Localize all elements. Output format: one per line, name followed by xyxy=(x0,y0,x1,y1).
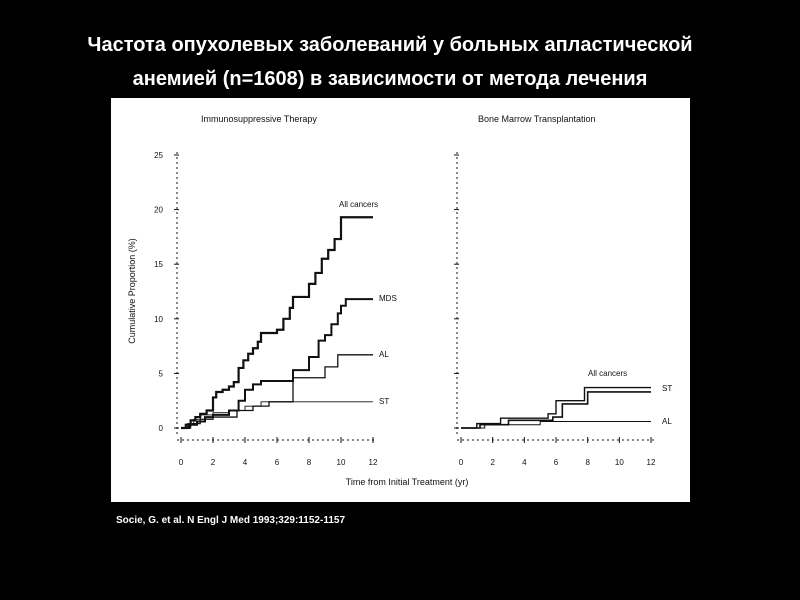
x-tick-label: 6 xyxy=(553,458,559,467)
x-tick-label: 0 xyxy=(178,458,184,467)
y-tick-label: 5 xyxy=(158,369,163,379)
y-tick-label: 25 xyxy=(154,151,163,160)
x-tick-label: 10 xyxy=(614,458,624,467)
x-tick-label: 2 xyxy=(490,458,495,467)
series-line-st xyxy=(181,402,373,428)
series-label-al: AL xyxy=(662,417,672,426)
x-tick-label: 8 xyxy=(306,458,312,467)
x-tick-label: 4 xyxy=(522,458,527,467)
x-tick-label: 12 xyxy=(646,458,656,467)
series-label-st: ST xyxy=(379,397,390,406)
citation: Socie, G. et al. N Engl J Med 1993;329:1152-1157 xyxy=(116,515,346,526)
x-tick-label: 2 xyxy=(210,458,216,467)
chart-panel-2 xyxy=(454,114,672,467)
x-tick-label: 10 xyxy=(336,458,346,467)
x-tick-label: 12 xyxy=(368,458,378,467)
figure-panel xyxy=(111,98,690,502)
y-axis-label: Cumulative Proportion (%) xyxy=(127,238,137,344)
series-label-mds: MDS xyxy=(379,294,397,303)
series-label-st: ST xyxy=(662,384,673,393)
series-line-mds xyxy=(181,299,373,428)
slide-title xyxy=(0,28,780,96)
chart-title: Immunosuppressive Therapy xyxy=(201,114,317,124)
y-tick-label: 0 xyxy=(158,424,163,433)
series-label-all-cancers: All cancers xyxy=(588,369,628,378)
y-tick-label: 15 xyxy=(154,260,163,270)
x-axis-label: Time from Initial Treatment (yr) xyxy=(345,477,469,487)
chart-svg xyxy=(111,98,690,502)
series-line-all-cancers xyxy=(181,217,373,428)
series-line-al xyxy=(461,421,651,428)
x-tick-label: 4 xyxy=(242,458,248,467)
y-tick-label: 20 xyxy=(154,205,163,215)
y-tick-label: 10 xyxy=(154,314,163,324)
chart-title: Bone Marrow Transplantation xyxy=(478,114,596,124)
slide-title-line-1: Частота опухолевых заболеваний у больных апластической xyxy=(87,34,693,56)
slide-title-line-2: анемией (n=1608) в зависимости от метода лечения xyxy=(132,68,648,90)
x-tick-label: 6 xyxy=(274,458,280,467)
x-tick-label: 8 xyxy=(585,458,590,467)
x-tick-label: 0 xyxy=(458,458,464,467)
series-label-al: AL xyxy=(379,350,389,359)
series-label-all-cancers: All cancers xyxy=(339,200,379,209)
chart-panel-1 xyxy=(154,114,397,467)
